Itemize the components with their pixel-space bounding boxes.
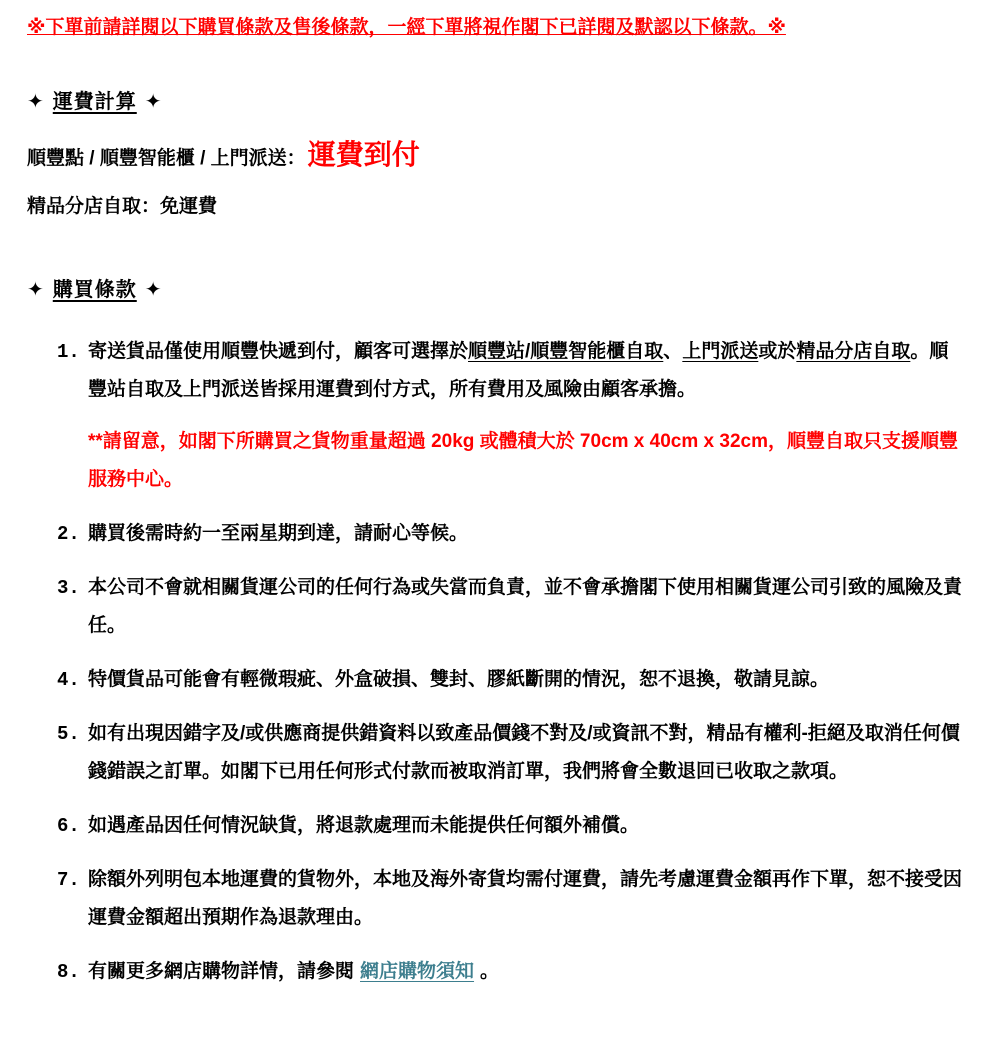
door-delivery-option: 上門派送 <box>682 340 759 362</box>
term-text: 購買後需時約一至兩星期到達，請耐心等候。 <box>88 522 469 544</box>
store-pickup-line: 精品分店自取：免運費 <box>27 196 218 218</box>
shipping-fee-heading-text: 運費計算 <box>52 90 137 113</box>
term-item-1 <box>57 333 965 499</box>
diamond-icon: ✦ <box>27 278 45 301</box>
term-number: 8. <box>57 960 80 983</box>
diamond-icon: ✦ <box>144 90 163 113</box>
term-item-3 <box>57 569 965 645</box>
term-text: 如有出現因錯字及/或供應商提供錯資料以致產品價錢不對及/或資訊不對，精品有權利-拒絕及取消任何價錢錯誤之訂單。如閣下已用任何形式付款而被取消訂單，我們將會全數退回已收取之款項。 <box>88 722 960 782</box>
shipping-fee-heading <box>27 89 965 115</box>
term-text: 本公司不會就相關貨運公司的任何行為或失當而負責，並不會承擔閣下使用相關貨運公司引致的風險及責任。 <box>88 576 963 636</box>
term-text: 特價貨品可能會有輕微瑕疵、外盒破損、雙封、膠紙斷開的情況，恕不退換，敬請見諒。 <box>88 668 830 690</box>
term-item-2 <box>57 515 965 553</box>
terms-list <box>27 333 965 991</box>
term-number: 4. <box>57 668 80 691</box>
purchase-terms-heading <box>27 277 965 303</box>
term-text: 寄送貨品僅使用順豐快遞到付，顧客可選擇於順豐站/順豐智能櫃自取、上門派送或於精品分店自取。順豐站自取及上門派送皆採用運費到付方式，所有費用及風險由顧客承擔。 <box>88 340 949 400</box>
term-number: 6. <box>57 814 80 837</box>
term-item-8 <box>57 953 965 991</box>
term-item-6 <box>57 807 965 845</box>
online-shopping-guide-link[interactable]: 網店購物須知 <box>360 960 475 982</box>
shipping-methods-line <box>27 138 965 173</box>
term-text: 有關更多網店購物詳情，請參閱 網店購物須知 。 <box>88 960 500 982</box>
sf-pickup-option: 順豐站/順豐智能櫃自取 <box>468 340 664 362</box>
weight-size-warning: **請留意，如閣下所購買之貨物重量超過 20kg 或體積大於 70cm x 40cm x 32cm，順豐自取只支援順豐服務中心。 <box>88 430 958 490</box>
term-number: 3. <box>57 576 80 599</box>
term-number: 1. <box>57 340 80 363</box>
term-number: 5. <box>57 722 80 745</box>
term-item-5 <box>57 715 965 791</box>
diamond-icon: ✦ <box>27 90 45 113</box>
store-pickup-option: 精品分店自取 <box>796 340 911 362</box>
pre-order-notice: ※下單前請詳閱以下購買條款及售後條款，一經下單將視作閣下已詳閱及默認以下條款。※ <box>27 17 786 38</box>
diamond-icon: ✦ <box>144 278 163 301</box>
shipping-methods-prefix: 順豐點 / 順豐智能櫃 / 上門派送： <box>27 147 306 169</box>
freight-collect-highlight: 運費到付 <box>307 138 420 170</box>
term-text: 除額外列明包本地運費的貨物外，本地及海外寄貨均需付運費，請先考慮運費金額再作下單，恕不接受因運費金額超出預期作為退款理由。 <box>88 868 963 928</box>
purchase-terms-heading-text: 購買條款 <box>52 278 137 301</box>
term-number: 7. <box>57 868 80 891</box>
term-number: 2. <box>57 522 80 545</box>
term-item-7 <box>57 861 965 937</box>
term-text: 如遇產品因任何情況缺貨，將退款處理而未能提供任何額外補償。 <box>88 814 640 836</box>
term-item-4 <box>57 661 965 699</box>
